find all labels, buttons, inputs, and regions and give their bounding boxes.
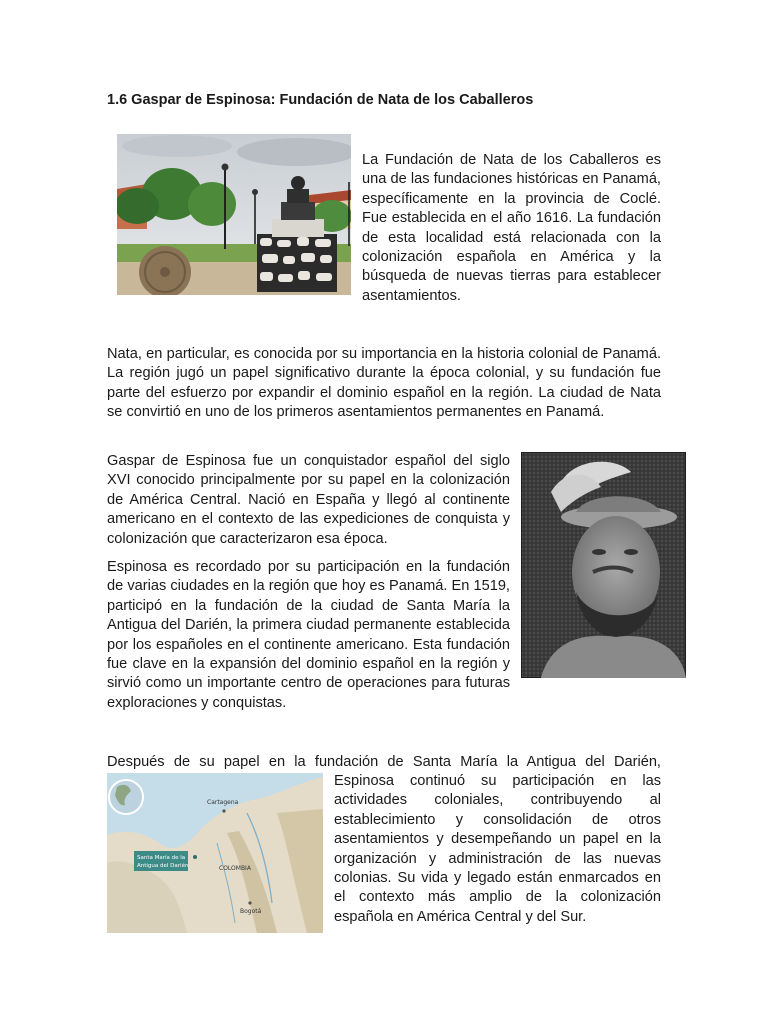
nata-plaza-illustration (117, 134, 351, 295)
espinosa-paragraph: Gaspar de Espinosa fue un conquistador español del siglo XVI conocido principalmente por su papel en la colonización de América Central. Nació en España y llegó al continente americano en el contexto de las expediciones de conquista y colonización que caracterizaron esa época. (107, 453, 510, 547)
map-site-marker (193, 855, 197, 859)
map-label-bogota: Bogotá (240, 908, 262, 915)
nata-paragraph: Nata, en particular, es conocida por su importancia en la historia colonial de Panamá. La región jugó un papel significativo durante la época colonial, y su fundación fue parte del esfuerzo por expandir el dominio español en la región. La ciudad de Nata se convirtió en uno de los primeros asentamientos permanentes en Panamá. (107, 346, 661, 421)
espinosa-portrait (521, 452, 686, 678)
map-site-label-line1: Santa María de la (137, 855, 186, 861)
espinosa-portrait-illustration (521, 452, 686, 678)
map-site-label-line2: Antigua del Darién (137, 863, 189, 869)
section-heading: 1.6 Gaspar de Espinosa: Fundación de Nata de los Caballeros (107, 92, 534, 108)
despues-paragraph-first-line: Después de su papel en la fundación de Santa María la Antigua del Darién, (107, 754, 661, 770)
map-label-colombia: COLOMBIA (219, 865, 251, 872)
despues-paragraph-rest: Espinosa continuó su participación en las actividades coloniales, contribuyendo al establecimiento y consolidación de otros asentamientos y desempeñando un papel en la organización y administración de las nuevas colonias. Su vida y legado están enmarcados en el contexto más amplio de la colonización española en América Central y del Sur. (334, 773, 661, 925)
intro-paragraph: La Fundación de Nata de los Caballeros es una de las fundaciones históricas en Panamá, específicamente en la provincia de Coclé. Fue establecida en el año 1616. La fundación de esta localidad está relacionada con la colonización española en América y la búsqueda de nuevas tierras para establecer asentamientos. (362, 152, 661, 304)
darien-map-illustration (107, 773, 323, 933)
fundaciones-paragraph: Espinosa es recordado por su participación en la fundación de varias ciudades en la región que hoy es Panamá. En 1519, participó en la fundación de la ciudad de Santa María la Antigua del Darién, la primera ciudad permanente establecida por los españoles en el continente americano. Esta fundación fue clave en la expansión del dominio español en la región y sirvió como un importante centro de operaciones para futuras exploraciones y conquistas. (107, 559, 510, 711)
map-label-cartagena: Cartagena (207, 799, 239, 806)
darien-location-map (107, 773, 323, 933)
nata-plaza-photo (117, 134, 351, 295)
